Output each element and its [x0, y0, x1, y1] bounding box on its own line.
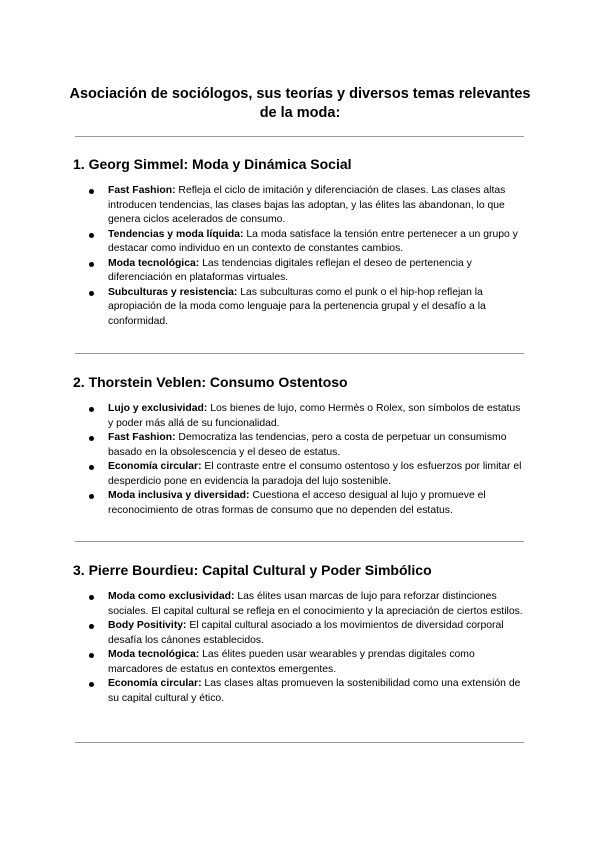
list-item: [80, 677, 525, 706]
list-item: [80, 228, 525, 257]
item-text: La moda satisface la tensión entre pertenecer a un grupo y destacar como individuo en un contexto de constantes cambios.: [108, 228, 518, 254]
list-item: [80, 460, 525, 489]
list-item: [80, 257, 525, 286]
item-term: Tendencias y moda líquida:: [108, 228, 244, 240]
section-heading-veblen: 2. Thorstein Veblen: Consumo Ostentoso: [73, 374, 348, 390]
item-term: Fast Fashion:: [108, 185, 176, 196]
divider: [75, 353, 524, 354]
item-text: El contraste entre el consumo ostentoso y los esfuerzos por limitar el desperdicio pone en evidencia la paradoja del lujo sostenible.: [108, 461, 522, 487]
list-item: [80, 619, 525, 648]
item-term: Economía circular:: [108, 678, 202, 689]
divider: [75, 541, 524, 542]
list-item: [80, 489, 525, 518]
list-item: [80, 286, 525, 330]
list-item: [80, 431, 525, 460]
item-text: Las subculturas como el punk o el hip-hop reflejan la apropiación de la moda como lenguaje para la pertenencia grupal y el desafío a la conformidad.: [108, 286, 486, 327]
divider: [75, 136, 524, 137]
section-list-bourdieu: [80, 590, 525, 706]
list-item: [80, 402, 525, 431]
section-heading-simmel: 1. Georg Simmel: Moda y Dinámica Social: [73, 156, 352, 172]
item-term: Moda tecnológica:: [108, 649, 200, 660]
item-text: Las élites pueden usar wearables y prendas digitales como marcadores de estatus en contextos emergentes.: [108, 649, 475, 675]
section-heading-bourdieu: 3. Pierre Bourdieu: Capital Cultural y Poder Simbólico: [73, 562, 432, 578]
item-text: Refleja el ciclo de imitación y diferenciación de clases. Las clases altas introducen tendencias, las clases bajas las adoptan, y las élites las abandonan, lo que genera ciclos acelerados de consumo.: [108, 185, 506, 225]
item-text: Las clases altas promueven la sostenibilidad como una extensión de su capital cultural y ético.: [108, 678, 521, 704]
list-item: [80, 184, 525, 228]
item-term: Lujo y exclusividad:: [108, 403, 208, 414]
item-term: Body Positivity:: [108, 620, 187, 631]
item-text: Las élites usan marcas de lujo para reforzar distinciones sociales. El capital cultural se refleja en el conocimiento y la apreciación de ciertos estilos.: [108, 591, 523, 617]
item-term: Subculturas y resistencia:: [108, 286, 238, 298]
list-item: [80, 590, 525, 619]
item-term: Moda como exclusividad:: [108, 591, 235, 602]
item-term: Economía circular:: [108, 461, 202, 472]
item-text: El capital cultural asociado a los movimientos de diversidad corporal desafía los cánones establecidos.: [108, 620, 504, 646]
divider: [75, 742, 524, 743]
section-list-veblen: [80, 402, 525, 518]
document-title: Asociación de sociólogos, sus teorías y diversos temas relevantes de la moda:: [69, 86, 531, 121]
item-term: Fast Fashion:: [108, 432, 176, 443]
item-term: Moda tecnológica:: [108, 257, 200, 269]
section-list-simmel: [80, 184, 525, 329]
item-text: Las tendencias digitales reflejan el deseo de pertenencia y diferenciación en plataformas virtuales.: [108, 257, 472, 283]
list-item: [80, 648, 525, 677]
item-text: Cuestiona el acceso desigual al lujo y promueve el reconocimiento de otras formas de consumo que no dependen del estatus.: [108, 490, 486, 516]
item-term: Moda inclusiva y diversidad:: [108, 490, 250, 501]
item-text: Los bienes de lujo, como Hermès o Rolex, son símbolos de estatus y poder más allá de su funcionalidad.: [108, 403, 521, 429]
item-text: Democratiza las tendencias, pero a costa de perpetuar un consumismo basado en la obsolescencia y el deseo de estatus.: [108, 432, 507, 458]
